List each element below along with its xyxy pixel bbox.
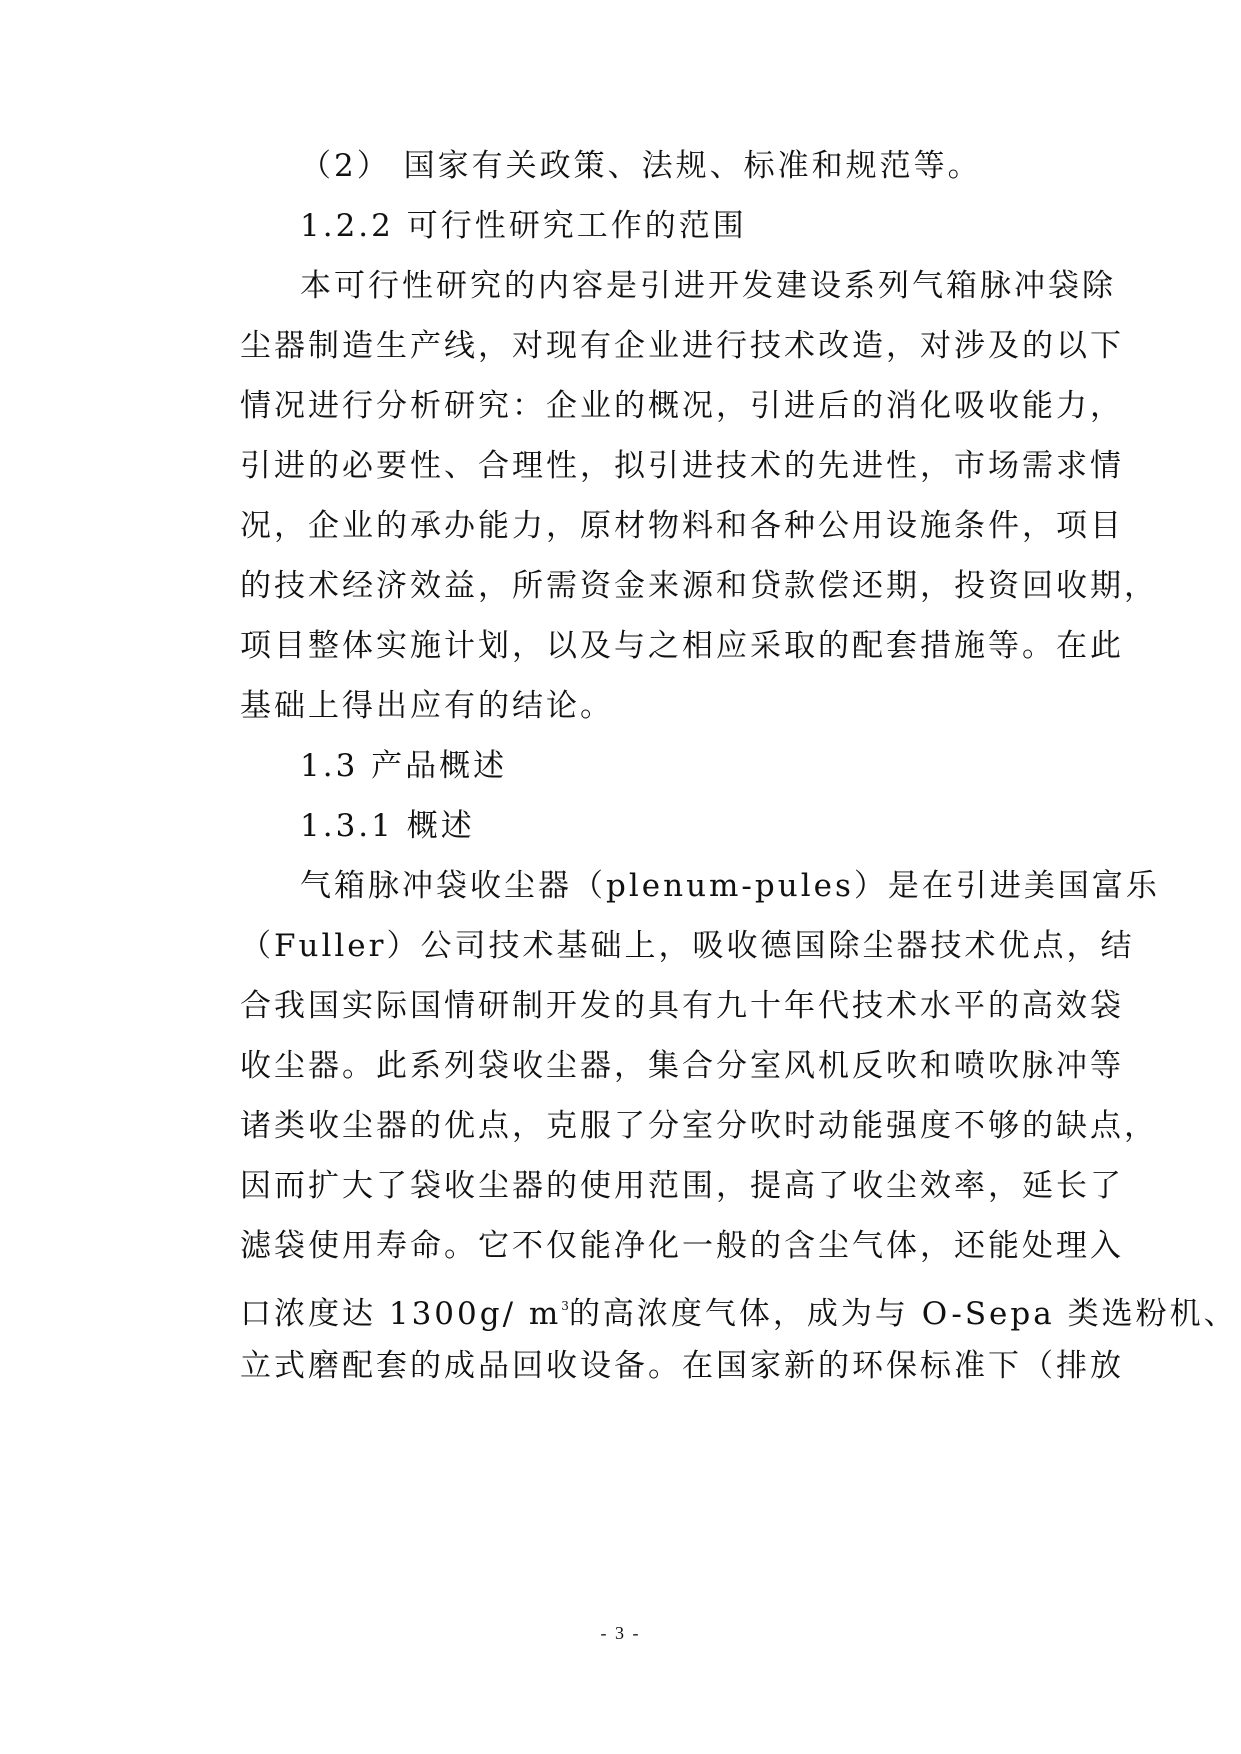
paragraph-line: 项目整体实施计划，以及与之相应采取的配套措施等。在此 — [240, 628, 1124, 664]
superscript-3: 3 — [561, 1299, 569, 1313]
paragraph-line: 情况进行分析研究：企业的概况，引进后的消化吸收能力， — [240, 388, 1124, 424]
line-text-part: 口浓度达 1300g/ m — [240, 1296, 562, 1332]
paragraph-line: 本可行性研究的内容是引进开发建设系列气箱脉冲袋除 — [300, 268, 1116, 304]
paragraph-line: 气箱脉冲袋收尘器（plenum-pules）是在引进美国富乐 — [300, 868, 1160, 904]
paragraph-line: 的技术经济效益，所需资金来源和贷款偿还期，投资回收期， — [240, 568, 1158, 604]
paragraph-line: 诸类收尘器的优点，克服了分室分吹时动能强度不够的缺点， — [240, 1108, 1158, 1144]
paragraph-line: 收尘器。此系列袋收尘器，集合分室风机反吹和喷吹脉冲等 — [240, 1048, 1124, 1084]
paragraph-line: 立式磨配套的成品回收设备。在国家新的环保标准下（排放 — [240, 1348, 1124, 1384]
section-heading-1-3: 1.3 产品概述 — [300, 748, 508, 784]
section-heading-1-2-2: 1.2.2 可行性研究工作的范围 — [300, 208, 747, 244]
page-number: - 3 - — [600, 1623, 641, 1643]
paragraph-line: 合我国实际国情研制开发的具有九十年代技术水平的高效袋 — [240, 988, 1124, 1024]
paragraph-line: 滤袋使用寿命。它不仅能净化一般的含尘气体，还能处理入 — [240, 1228, 1124, 1264]
paragraph-line: （Fuller）公司技术基础上，吸收德国除尘器技术优点，结 — [240, 928, 1135, 964]
paragraph-line: 况，企业的承办能力，原材物料和各种公用设施条件，项目 — [240, 508, 1124, 544]
list-item-2: （2） 国家有关政策、法规、标准和规范等。 — [300, 148, 982, 184]
paragraph-line: 引进的必要性、合理性，拟引进技术的先进性，市场需求情 — [240, 448, 1124, 484]
section-heading-1-3-1: 1.3.1 概述 — [300, 808, 475, 844]
line-text-part: 的高浓度气体，成为与 O-Sepa 类选粉机、 — [568, 1296, 1238, 1332]
paragraph-line: 尘器制造生产线，对现有企业进行技术改造，对涉及的以下 — [240, 328, 1124, 364]
paragraph-line: 因而扩大了袋收尘器的使用范围，提高了收尘效率，延长了 — [240, 1168, 1124, 1204]
paragraph-line-with-superscript — [240, 1286, 1238, 1334]
paragraph-line: 基础上得出应有的结论。 — [240, 688, 614, 724]
